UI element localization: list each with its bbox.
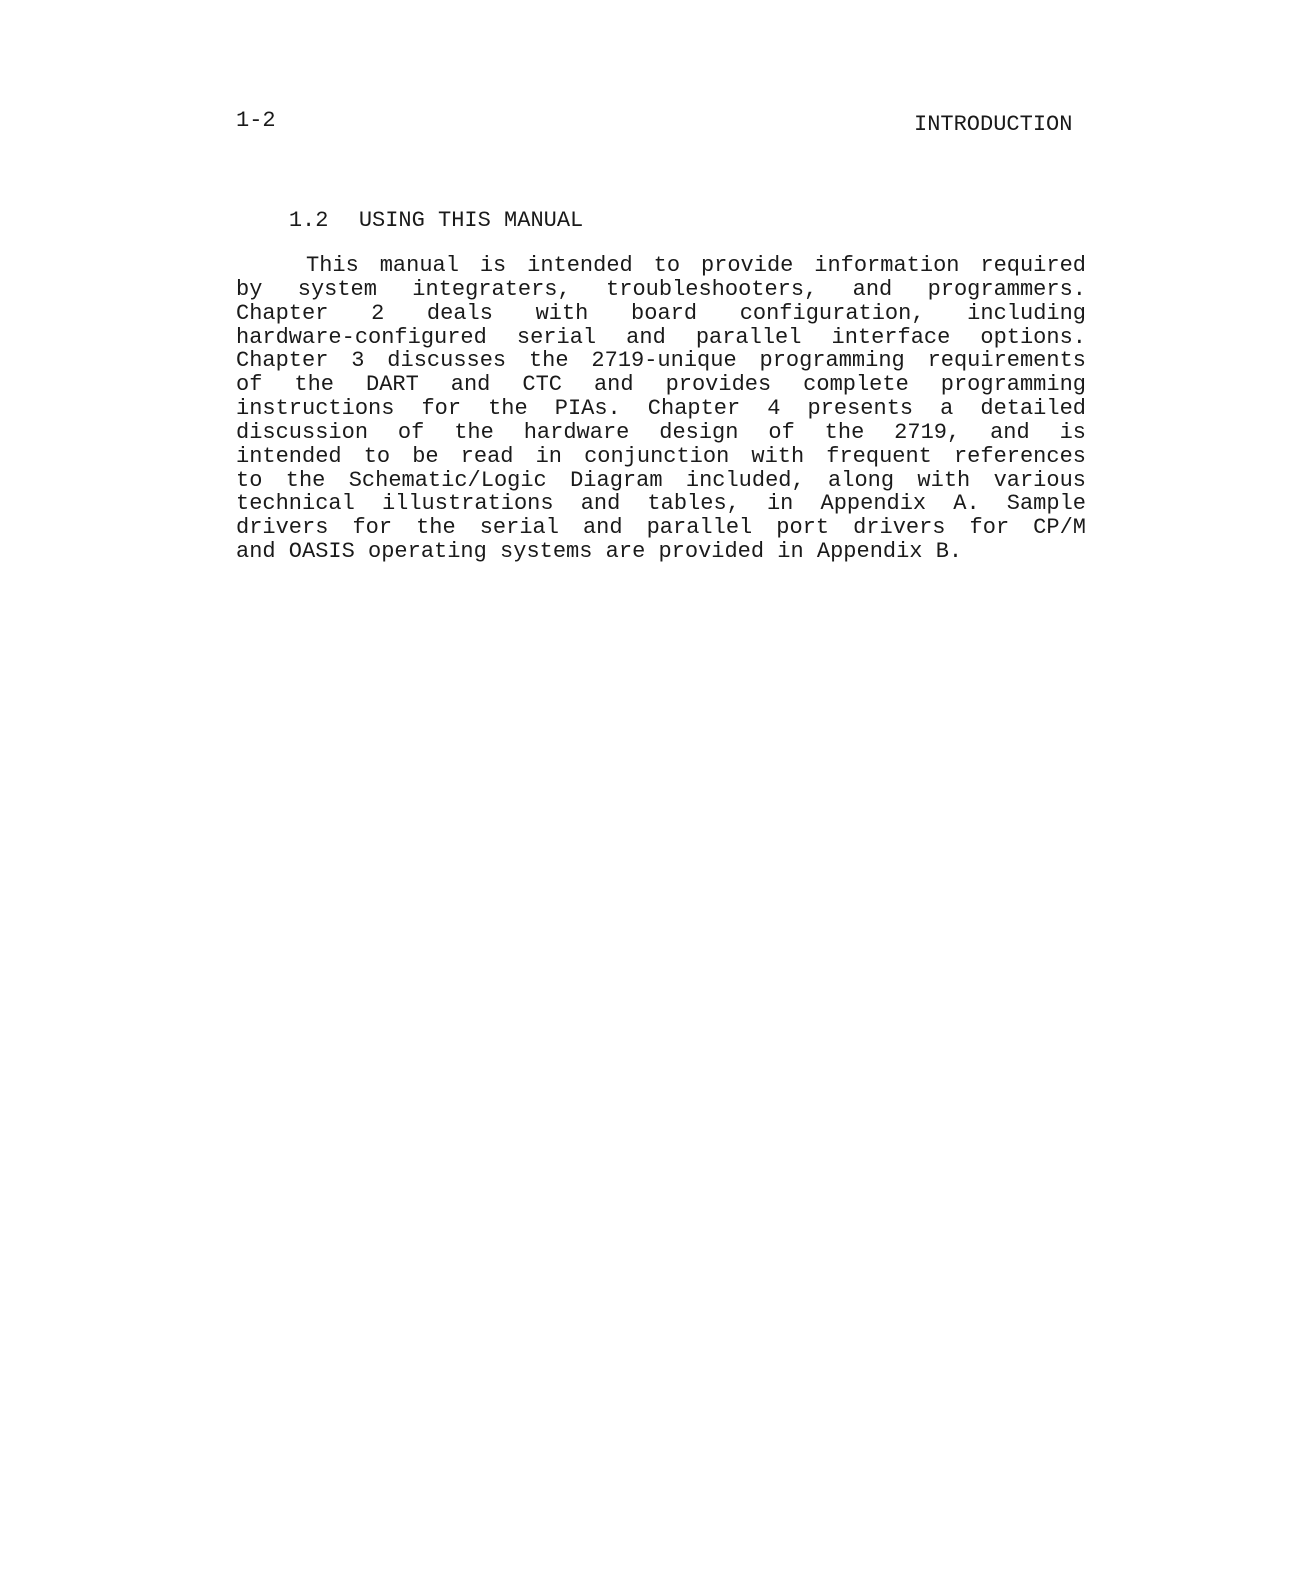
section-number: 1.2 bbox=[288, 208, 329, 233]
paragraph-line: Chapter 2 deals with board configuration, including bbox=[236, 300, 1086, 326]
paragraph-line: This manual is intended to provide information required bbox=[306, 253, 1086, 278]
paragraph-line: instructions for the PIAs. Chapter 4 presents a detailed bbox=[236, 396, 1086, 422]
paragraph-line: technical illustrations and tables, in Appendix A. Sample bbox=[236, 491, 1086, 517]
paragraph-line: hardware-configured serial and parallel interface options. bbox=[236, 324, 1086, 350]
paragraph-line: of the DART and CTC and provides complete programming bbox=[236, 372, 1086, 398]
section-title: USING THIS MANUAL bbox=[358, 208, 584, 233]
paragraph-line: drivers for the serial and parallel port drivers for CP/M bbox=[236, 515, 1086, 541]
paragraph-line: intended to be read in conjunction with frequent references bbox=[236, 443, 1086, 469]
paragraph-line: by system integraters, troubleshooters, and programmers. bbox=[236, 276, 1086, 302]
paragraph-line: discussion of the hardware design of the 2719, and is bbox=[236, 419, 1086, 445]
paragraph-line: Chapter 3 discusses the 2719-unique programming requirements bbox=[236, 348, 1086, 374]
page-number: 1-2 bbox=[236, 108, 276, 133]
body-paragraph bbox=[236, 254, 1086, 564]
paragraph-line: to the Schematic/Logic Diagram included, along with various bbox=[236, 467, 1086, 493]
section-heading bbox=[236, 182, 583, 260]
running-head: INTRODUCTION bbox=[914, 112, 1073, 137]
paragraph-line: and OASIS operating systems are provided in Appendix B. bbox=[236, 539, 963, 565]
